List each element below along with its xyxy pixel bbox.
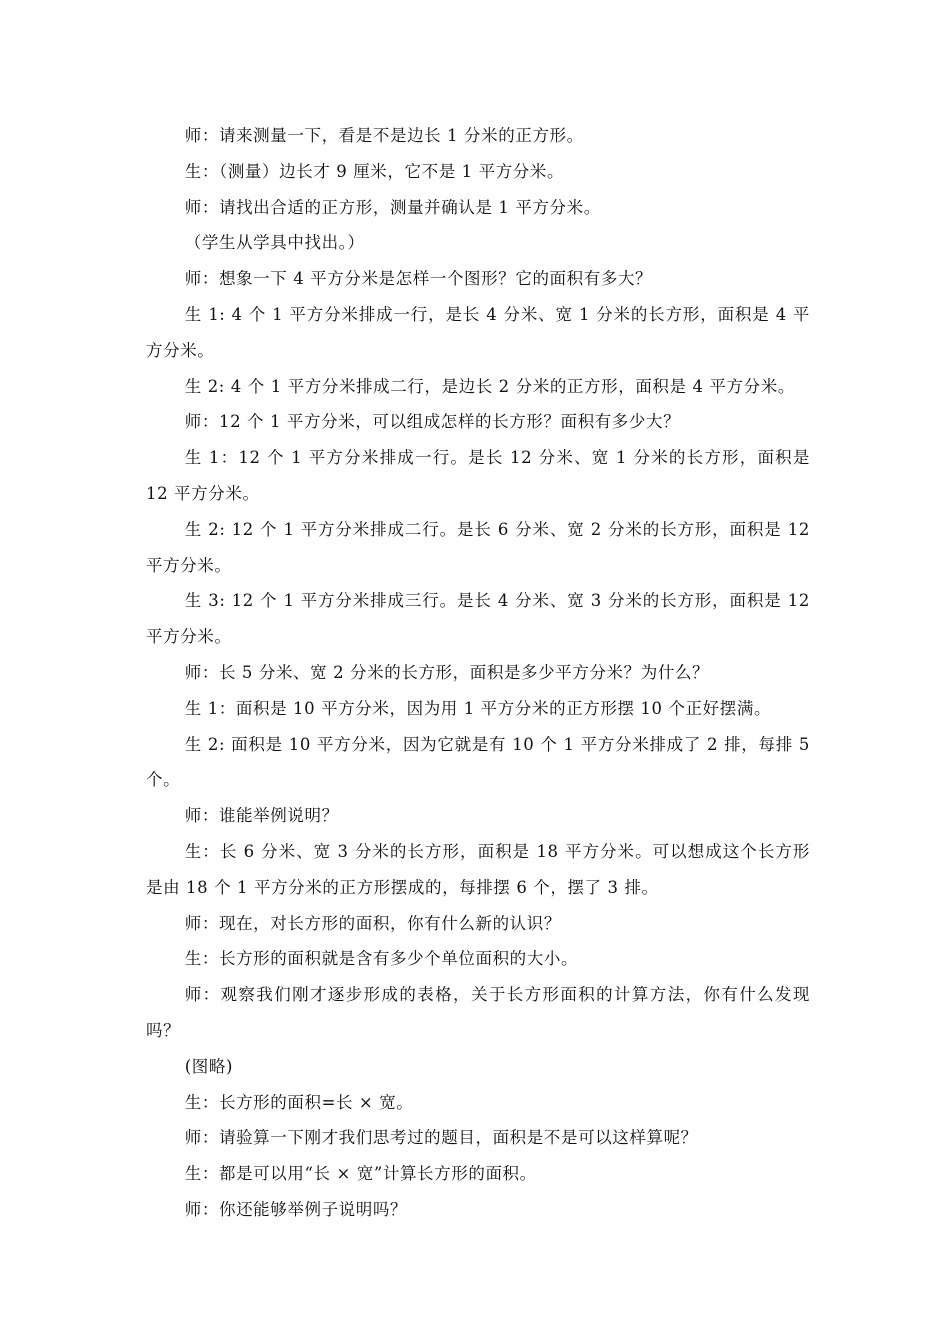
paragraph: 师：12 个 1 平方分米，可以组成怎样的长方形？面积有多少大？ — [184, 412, 681, 432]
paragraph: 师：现在，对长方形的面积，你有什么新的认识？ — [184, 913, 561, 933]
paragraph: 生 1: 4 个 1 平方分米排成一行，是长 4 分米、宽 1 分米的长方形，面积是 4 平方分米。 — [146, 304, 810, 360]
paragraph: 生 1：12 个 1 平方分米排成一行。是长 12 分米、宽 1 分米的长方形，面积是 12 平方分米。 — [146, 448, 810, 503]
paragraph: 师：请找出合适的正方形，测量并确认是 1 平方分米。 — [184, 197, 601, 217]
paragraph: 师：观察我们刚才逐步形成的表格，关于长方形面积的计算方法，你有什么发现吗？ — [146, 985, 810, 1040]
paragraph: 生：长方形的面积=长 × 宽。 — [184, 1092, 414, 1112]
paragraph: （学生从学具中找出。） — [184, 233, 365, 253]
paragraph: 师：你还能够举例子说明吗？ — [184, 1199, 408, 1219]
paragraph: 生 2: 12 个 1 平方分米排成二行。是长 6 分米、宽 2 分米的长方形，面积是 12 平方分米。 — [146, 519, 810, 575]
paragraph: 生 2: 4 个 1 平方分米排成二行，是边长 2 分米的正方形，面积是 4 平方分米。 — [184, 376, 795, 396]
paragraph: 生：长方形的面积就是含有多少个单位面积的大小。 — [184, 949, 579, 969]
paragraph: 师：长 5 分米、宽 2 分米的长方形，面积是多少平方分米？为什么？ — [184, 662, 710, 682]
body-text — [146, 118, 810, 1228]
paragraph: 师：谁能举例说明？ — [184, 806, 339, 826]
paragraph: 生：都是可以用“长 × 宽”计算长方形的面积。 — [184, 1164, 537, 1184]
paragraph: 生：（测量）边长才 9 厘米，它不是 1 平方分米。 — [184, 161, 565, 181]
paragraph: 师：请来测量一下，看是不是边长 1 分米的正方形。 — [184, 126, 584, 145]
paragraph: 师：请验算一下刚才我们思考过的题目，面积是不是可以这样算呢？ — [184, 1128, 698, 1148]
paragraph: 师：想象一下 4 平方分米是怎样一个图形？它的面积有多大？ — [184, 269, 653, 289]
paragraph: 生 1：面积是 10 平方分米，因为用 1 平方分米的正方形摆 10 个正好摆满。 — [184, 698, 772, 718]
paragraph: 生：长 6 分米、宽 3 分米的长方形，面积是 18 平方分米。可以想成这个长方形是由 18 个 1 平方分米的正方形摆成的，每排摆 6 个，摆了 3 排。 — [146, 841, 810, 897]
paragraph: (图略) — [184, 1056, 234, 1076]
paragraph: 生 3: 12 个 1 平方分米排成三行。是长 4 分米、宽 3 分米的长方形，面积是 12 平方分米。 — [146, 591, 810, 647]
paragraph: 生 2: 面积是 10 平方分米，因为它就是有 10 个 1 平方分米排成了 2 排，每排 5 个。 — [146, 734, 810, 790]
